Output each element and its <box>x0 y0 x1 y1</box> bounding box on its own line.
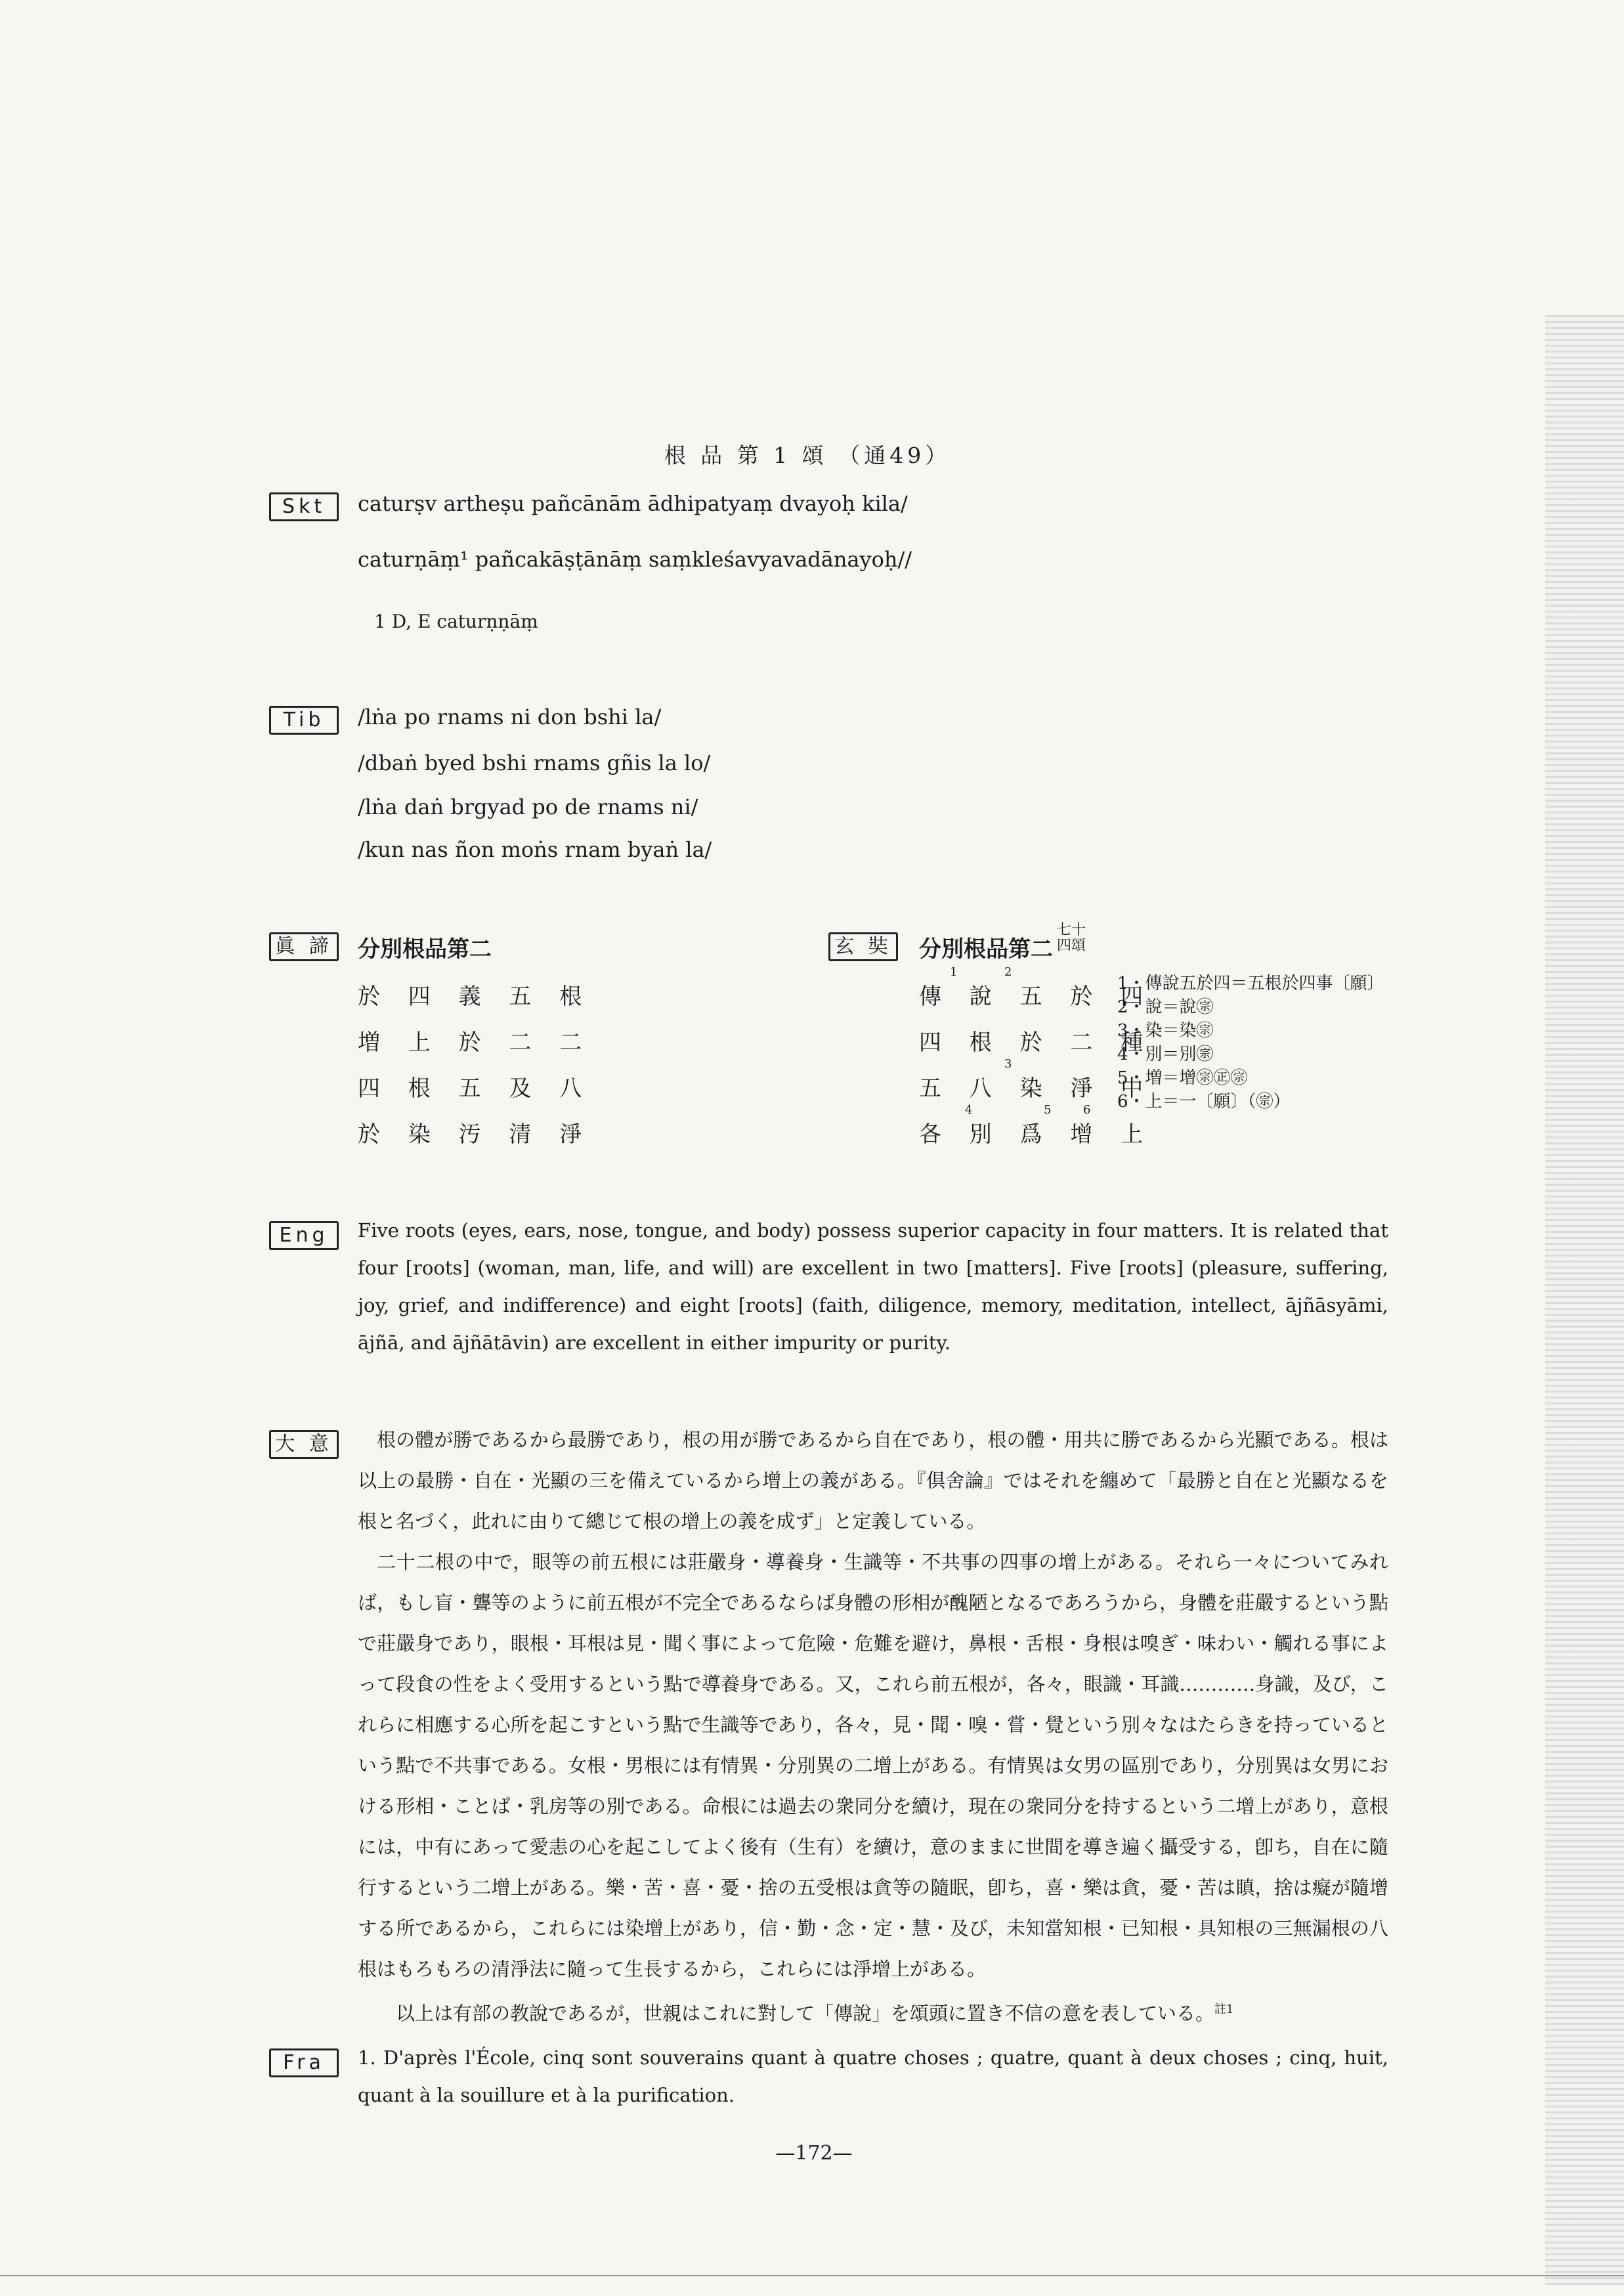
tib-line-2: /dbaṅ byed bshi rnams gñis la lo/ <box>358 750 711 775</box>
taii-text <box>358 1419 1388 2034</box>
sup-5: 5 <box>1044 1103 1052 1117</box>
xuanzang-heading-sub: 四頌 <box>1057 938 1086 954</box>
page-number: —172— <box>775 2142 853 2165</box>
sup-2: 2 <box>1004 965 1012 979</box>
variant-note: 4・別＝別㊪ <box>1117 1045 1214 1064</box>
sup-1: 1 <box>950 965 958 979</box>
tib-line-3: /lṅa daṅ brgyad po de rnams ni/ <box>358 794 698 819</box>
variant-note: 1・傳說五於四＝五根於四事〔願〕 <box>1117 974 1384 993</box>
zhendi-line-2: 増 上 於 二 二 <box>358 1029 593 1056</box>
tib-label: Tib <box>269 706 339 735</box>
skt-label: Skt <box>269 492 339 521</box>
scan-bottom-line <box>0 2275 1624 2276</box>
zhendi-label: 眞 諦 <box>269 932 339 961</box>
scan-edge <box>1545 315 1624 2285</box>
xuanzang-line-4: 各 別 爲 增 上 <box>919 1121 1154 1148</box>
verse-title: 根 品 第 1 頌 （通49） <box>664 443 951 468</box>
variant-note: 5・増＝增㊪㊣㊪ <box>1117 1068 1248 1088</box>
xuanzang-line-3: 五 八 染 淨 中 <box>919 1075 1154 1102</box>
xuanzang-variant-notes <box>1117 972 1384 1114</box>
skt-note: 1 D, E caturṇṇāṃ <box>374 611 538 632</box>
zhendi-heading: 分別根品第二 <box>358 936 492 963</box>
xuanzang-line-2: 四 根 於 二 種 <box>919 1029 1154 1056</box>
zhendi-line-3: 四 根 五 及 八 <box>358 1075 593 1102</box>
zhendi-line-1: 於 四 義 五 根 <box>358 984 593 1010</box>
sup-3: 3 <box>1004 1057 1012 1071</box>
xuanzang-label: 玄 奘 <box>828 932 898 961</box>
xuanzang-heading: 分別根品第二 <box>919 936 1053 963</box>
fra-label: Fra <box>269 2048 339 2077</box>
sup-6: 6 <box>1083 1103 1091 1117</box>
taii-paragraph-3-text: 以上は有部の教說であるが，世親はこれに對して「傳說」を頌頭に置き不信の意を表している。 <box>396 2002 1215 2025</box>
xuanzang-line-1: 傳 說 五 於 四 <box>919 984 1154 1010</box>
variant-note: 2・說＝說㊪ <box>1117 997 1214 1017</box>
skt-line-1: caturṣv artheṣu pañcānām ādhipatyaṃ dvayoḥ kila/ <box>358 491 908 516</box>
taii-paragraph-1: 根の體が勝であるから最勝であり，根の用が勝であるから自在であり，根の體・用共に勝であるから光顯である。根は以上の最勝・自在・光顯の三を備えているから增上の義がある。『倶舍論』ではそれを纏めて「最勝と自在と光顯なるを根と名づく，此れに由りて總じて根の增上の義を成ず」と定義している。 <box>358 1429 1388 1532</box>
skt-line-2: caturṇāṃ¹ pañcakāṣṭānāṃ saṃkleśavyavadānayoḥ// <box>358 547 912 572</box>
sup-4: 4 <box>965 1103 973 1117</box>
variant-note: 3・染＝染㊪ <box>1117 1021 1214 1041</box>
xuanzang-heading-super: 七十 <box>1057 922 1086 938</box>
taii-footnote-ref: 註1 <box>1214 2003 1234 2016</box>
taii-label: 大 意 <box>269 1430 339 1459</box>
taii-paragraph-2: 二十二根の中で，眼等の前五根には莊嚴身・導養身・生識等・不共事の四事の增上がある。それら一々についてみれば，もし盲・聾等のように前五根が不完全であるならば身體の形相が醜陋となるであろうから，身體を莊嚴するという點で莊嚴身であり，眼根・耳根は見・聞く事によって危險・危難を避け，鼻根・舌根・身根は嗅ぎ・味わい・觸れる事によって段食の性をよく受用するという點で導養身である。又，これら前五根が，各々，眼識・耳識…………身識，及び，これらに相應する心所を起こすという點で生識等であり，各々，見・聞・嗅・嘗・覺という別々なはたらきを持っているという點で不共事である。女根・男根には有情異・分別異の二增上がある。有情異は女男の區別であり，分別異は女男における形相・ことば・乳房等の別である。命根には過去の衆同分を續け，現在の衆同分を持するという二增上があり，意根には，中有にあって愛恚の心を起こしてよく後有（生有）を續け，意のままに世間を導き遍く攝受する，卽ち，自在に隨行するという二增上がある。樂・苦・喜・憂・捨の五受根は貪等の隨眠，卽ち，喜・樂は貪，憂・苦は瞋，捨は癡が隨增する所であるから，これらには染增上があり，信・勤・念・定・慧・及び，未知當知根・已知根・具知根の三無漏根の八根はもろもろの清淨法に隨って生長するから，これらには淨增上がある。 <box>358 1551 1388 1980</box>
eng-text: Five roots (eyes, ears, nose, tongue, and body) possess superior capacity in four matters. It is related that four [roots] (woman, man, life, and will) are excellent in two [matters]. Five [roots] (pleasure, suffering, joy, grief, and indifference) and eight [roots] (faith, diligence, memory, meditation, intellect, ājñāsyāmi, ājñā, and ājñātāvin) are excellent in either impurity or purity. <box>358 1219 1388 1354</box>
zhendi-line-4: 於 染 汚 清 淨 <box>358 1121 593 1148</box>
xuanzang-heading-note <box>1057 922 1086 954</box>
tib-line-1: /lṅa po rnams ni don bshi la/ <box>358 704 662 729</box>
variant-note: 6・上＝一〔願〕（㊪） <box>1117 1092 1291 1112</box>
eng-label: Eng <box>269 1221 339 1250</box>
fra-text: 1. D'après l'École, cinq sont souverains quant à quatre choses ; quatre, quant à deux choses ; cinq, huit, quant à la souillure et à la purification. <box>358 2047 1388 2106</box>
taii-paragraph-3 <box>358 1989 1388 2034</box>
tib-line-4: /kun nas ñon moṅs rnam byaṅ la/ <box>358 837 712 862</box>
